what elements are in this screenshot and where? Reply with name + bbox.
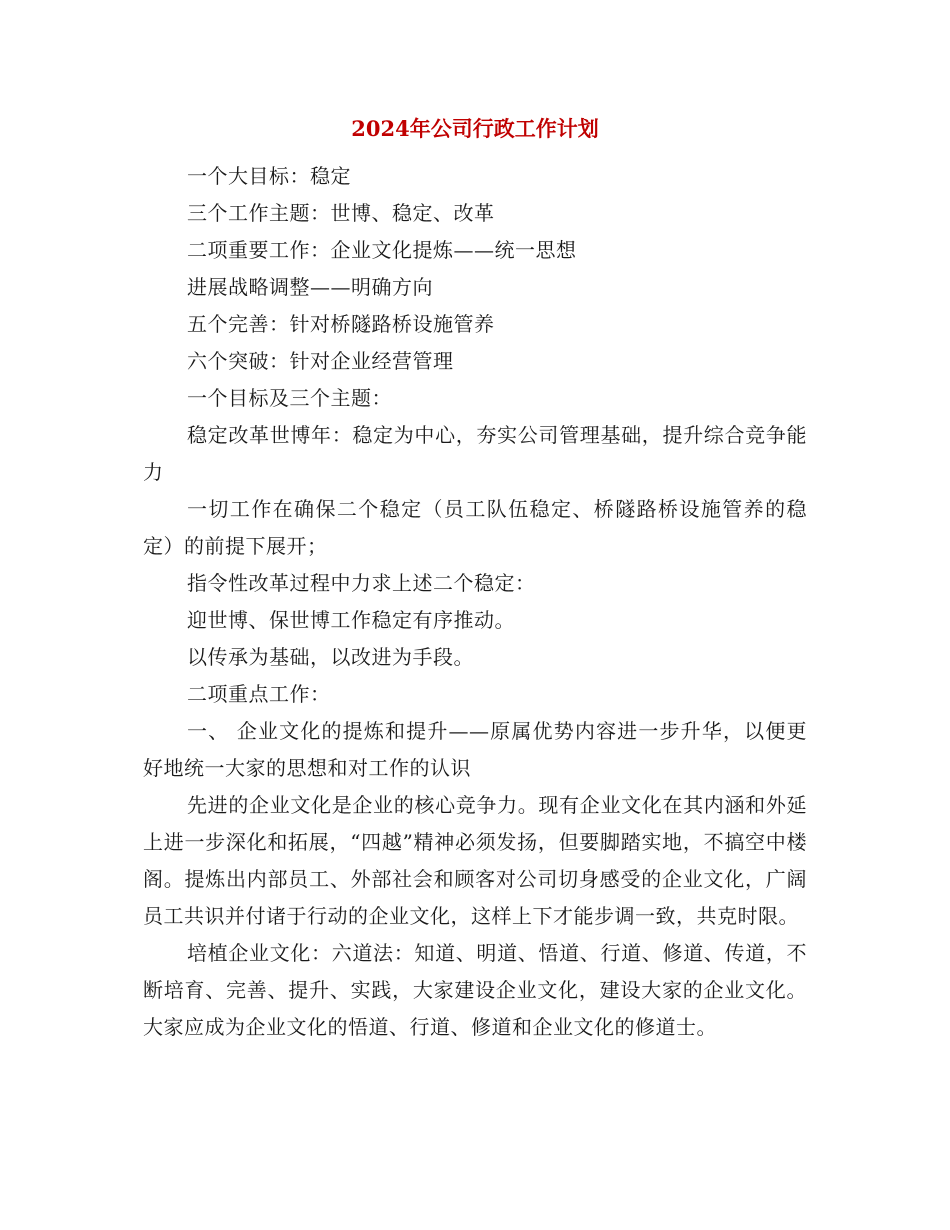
- paragraph: 二项重要工作：企业文化提炼——统一思想: [187, 238, 577, 262]
- paragraph: 培植企业文化：六道法：知道、明道、悟道、行道、修道、传道，不断培育、完善、提升、实践，大家建设企业文化，建设大家的企业文化。大家应成为企业文化的悟道、行道、修道和企业文化的修道士。: [143, 941, 807, 1039]
- document-body: [143, 158, 807, 1046]
- document-title: 2024年公司行政工作计划: [351, 116, 599, 141]
- paragraph: 以传承为基础，以改进为手段。: [187, 645, 474, 669]
- paragraph: 稳定改革世博年：稳定为中心，夯实公司管理基础，提升综合竞争能力: [143, 423, 807, 484]
- paragraph: 五个完善：针对桥隧路桥设施管养: [187, 312, 495, 336]
- paragraph: 一切工作在确保二个稳定（员工队伍稳定、桥隧路桥设施管养的稳定）的前提下展开；: [143, 497, 807, 558]
- paragraph: 一、 企业文化的提炼和提升——原属优势内容进一步升华，以便更好地统一大家的思想和对工作的认识: [143, 719, 807, 780]
- paragraph: 六个突破：针对企业经营管理: [187, 349, 454, 373]
- paragraph: 一个大目标：稳定: [187, 164, 351, 188]
- paragraph: 进展战略调整——明确方向: [187, 275, 433, 299]
- paragraph: 一个目标及三个主题：: [187, 386, 392, 410]
- paragraph: 二项重点工作：: [187, 682, 331, 706]
- paragraph: 三个工作主题：世博、稳定、改革: [187, 201, 495, 225]
- paragraph: 先进的企业文化是企业的核心竞争力。现有企业文化在其内涵和外延上进一步深化和拓展，“四越”精神必须发扬，但要脚踏实地，不搞空中楼阁。提炼出内部员工、外部社会和顾客对公司切身感受的企业文化，广阔员工共识并付诸于行动的企业文化，这样上下才能步调一致，共克时限。: [143, 793, 807, 928]
- paragraph: 迎世博、保世博工作稳定有序推动。: [187, 608, 515, 632]
- paragraph: 指令性改革过程中力求上述二个稳定：: [187, 571, 536, 595]
